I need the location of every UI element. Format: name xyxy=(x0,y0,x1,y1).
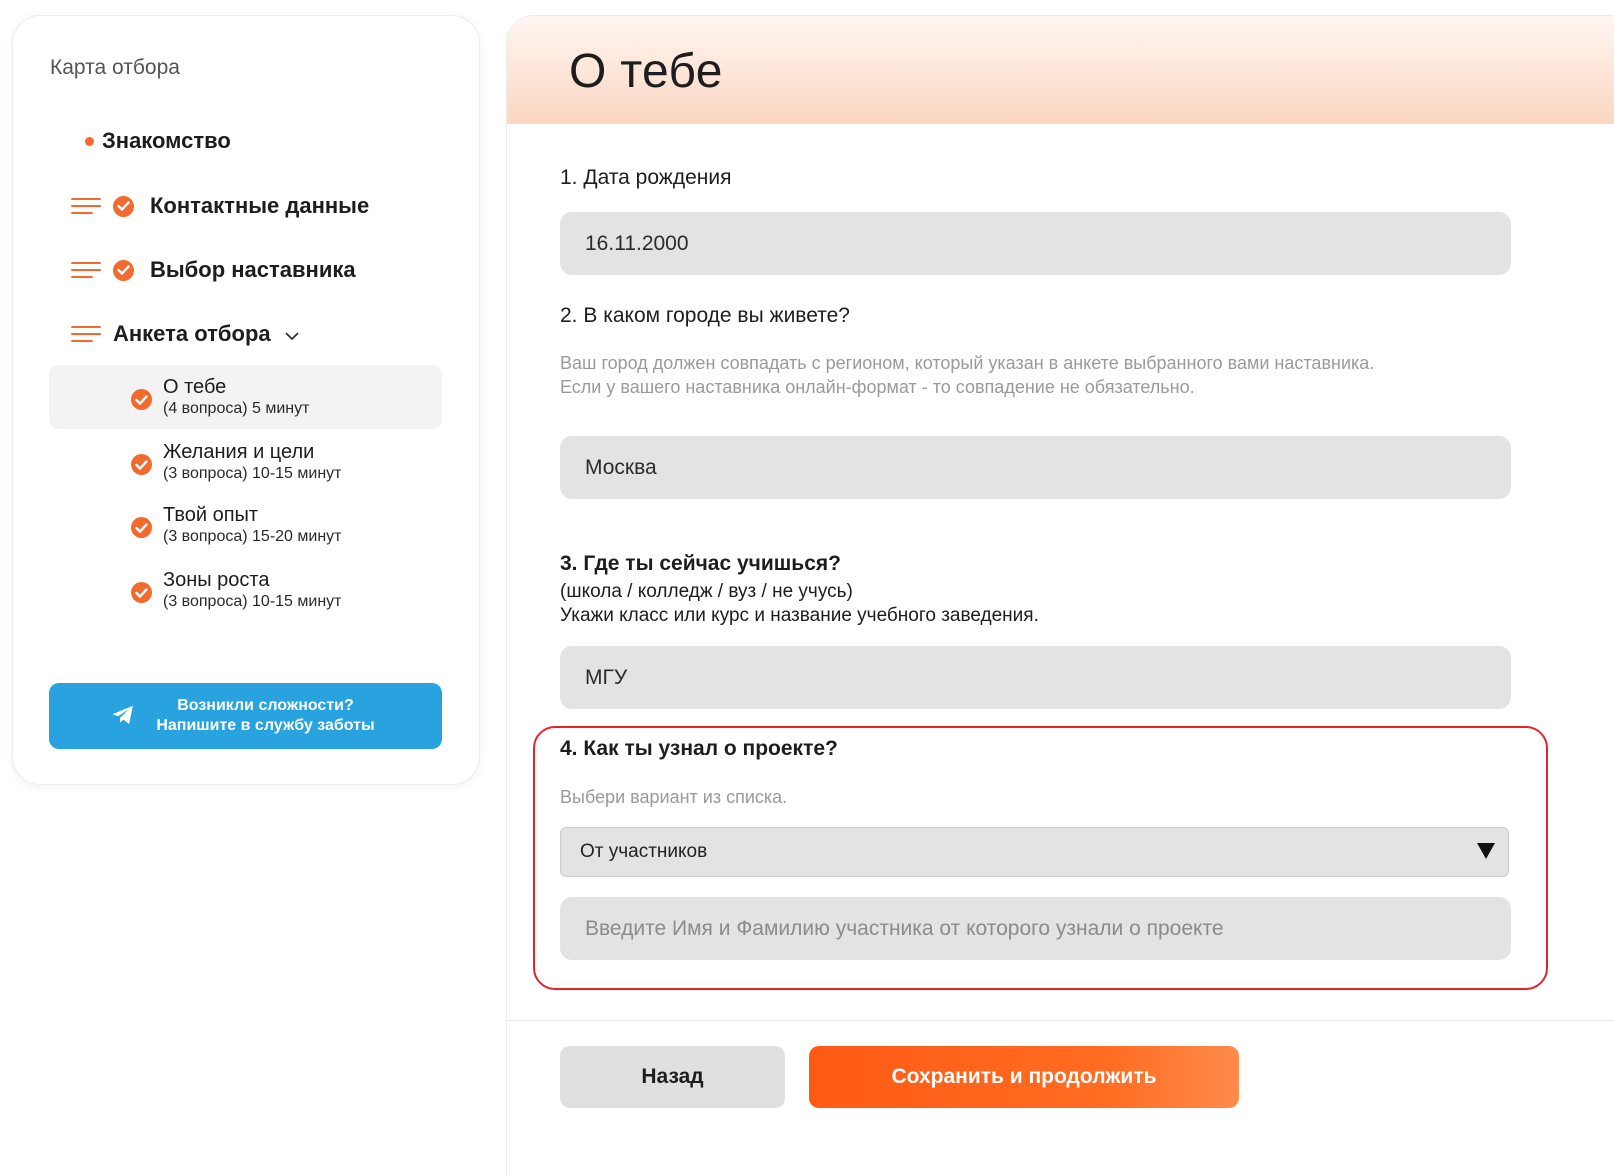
footer-divider xyxy=(507,1020,1614,1021)
question-2-hint-1: Ваш город должен совпадать с регионом, который указан в анкете выбранного вами наставника. xyxy=(560,353,1375,373)
question-4-hint: Выбери вариант из списка. xyxy=(560,787,788,807)
source-select-value: От участников xyxy=(580,841,708,862)
question-2-hint-2: Если у вашего наставника онлайн-формат - то совпадение не обязательно. xyxy=(560,377,1195,397)
menu-lines-icon xyxy=(71,197,101,215)
form-header xyxy=(507,16,1614,124)
step-label: Контактные данные xyxy=(150,193,370,218)
selection-map-sidebar xyxy=(12,15,480,785)
referrer-name-input[interactable]: Введите Имя и Фамилию участника от которого узнали о проекте xyxy=(560,897,1511,960)
support-line-1: Возникли сложности? xyxy=(177,697,354,714)
question-2-label: 2. В каком городе вы живете? xyxy=(560,304,850,327)
step-label: Выбор наставника xyxy=(150,257,356,282)
dropdown-arrow-icon xyxy=(1476,842,1496,866)
education-field[interactable]: МГУ xyxy=(560,646,1511,709)
back-button[interactable]: Назад xyxy=(560,1046,785,1108)
step-questionnaire[interactable] xyxy=(71,321,299,347)
step-label: Анкета отбора xyxy=(113,321,271,346)
check-icon xyxy=(131,389,152,410)
substep-experience[interactable] xyxy=(49,493,442,557)
substep-title: Зоны роста xyxy=(163,568,270,591)
support-button[interactable] xyxy=(49,683,442,749)
question-1-label: 1. Дата рождения xyxy=(560,166,732,189)
check-icon xyxy=(113,196,134,217)
substep-title: Желания и цели xyxy=(163,440,315,463)
chevron-down-icon xyxy=(285,321,299,347)
current-step-dot-icon xyxy=(85,137,94,146)
substep-duration: (3 вопроса) 15-20 минут xyxy=(163,527,342,545)
substep-growth-zones[interactable] xyxy=(49,558,442,622)
question-3-note-1: (школа / колледж / вуз / не учусь) xyxy=(560,581,853,602)
page-title: О тебе xyxy=(569,45,723,98)
substep-duration: (3 вопроса) 10-15 минут xyxy=(163,592,342,610)
step-mentor-choice[interactable] xyxy=(71,257,356,283)
save-continue-button[interactable]: Сохранить и продолжить xyxy=(809,1046,1239,1108)
substep-goals[interactable] xyxy=(49,430,442,494)
source-select[interactable] xyxy=(560,827,1509,877)
birth-date-field[interactable]: 16.11.2000 xyxy=(560,212,1511,275)
substep-title: О тебе xyxy=(163,375,227,398)
check-icon xyxy=(131,582,152,603)
city-field[interactable]: Москва xyxy=(560,436,1511,499)
substep-about-you[interactable] xyxy=(49,365,442,429)
question-4-label: 4. Как ты узнал о проекте? xyxy=(560,737,838,760)
question-3-note-2: Укажи класс или курс и название учебного заведения. xyxy=(560,605,1039,626)
menu-lines-icon xyxy=(71,261,101,279)
question-3-label: 3. Где ты сейчас учишься? xyxy=(560,552,841,575)
check-icon xyxy=(113,260,134,281)
substep-duration: (3 вопроса) 10-15 минут xyxy=(163,464,342,482)
check-icon xyxy=(131,517,152,538)
step-acquaintance[interactable] xyxy=(85,128,231,154)
check-icon xyxy=(131,454,152,475)
sidebar-title: Карта отбора xyxy=(50,56,180,79)
substep-title: Твой опыт xyxy=(163,503,259,526)
step-contacts[interactable] xyxy=(71,193,369,219)
about-you-form xyxy=(506,15,1614,1176)
step-label: Знакомство xyxy=(102,128,231,153)
telegram-icon xyxy=(111,704,135,731)
support-line-2: Напишите в службу заботы xyxy=(156,717,375,734)
substep-duration: (4 вопроса) 5 минут xyxy=(163,399,310,417)
menu-lines-icon xyxy=(71,325,101,343)
